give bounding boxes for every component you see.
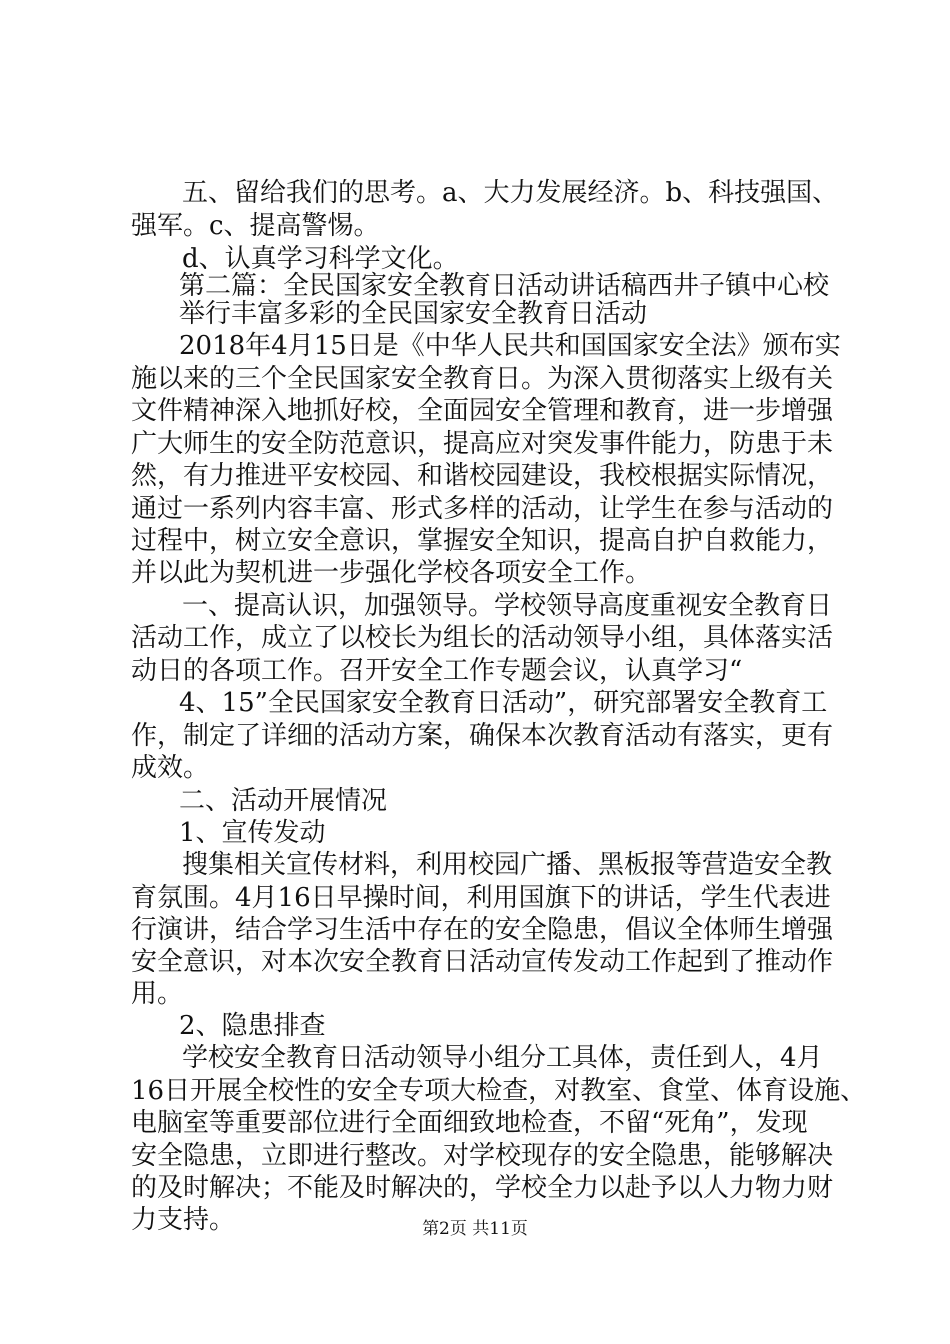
- text-line: 文件精神深入地抓好校，全面园安全管理和教育，进一步增强: [131, 396, 834, 426]
- text-line: 成效。: [131, 753, 210, 783]
- text-line: 举行丰富多彩的全民国家安全教育日活动: [179, 299, 648, 329]
- text-line: 育氛围。4月16日早操时间，利用国旗下的讲话，学生代表进: [131, 883, 831, 913]
- text-line: 动日的各项工作。召开安全工作专题会议，认真学习“: [131, 656, 743, 686]
- text-line: 学校安全教育日活动领导小组分工具体，责任到人，4月: [182, 1043, 823, 1073]
- text-line: 2018年4月15日是《中华人民共和国国家安全法》颁布实: [179, 331, 841, 361]
- text-line: 五、留给我们的思考。a、大力发展经济。b、科技强国、: [182, 178, 839, 208]
- text-line: 16日开展全校性的安全专项大检查，对教室、食堂、体育设施、: [131, 1076, 867, 1106]
- text-line: 用。: [131, 979, 184, 1009]
- text-line: 力支持。: [131, 1205, 236, 1235]
- text-line: 然，有力推进平安校园、和谐校园建设，我校根据实际情况，: [131, 461, 834, 491]
- text-line: 施以来的三个全民国家安全教育日。为深入贯彻落实上级有关: [131, 364, 834, 394]
- text-line: 广大师生的安全防范意识，提高应对突发事件能力，防患于未: [131, 429, 834, 459]
- text-line: 通过一系列内容丰富、形式多样的活动，让学生在参与活动的: [131, 494, 834, 524]
- text-line: 电脑室等重要部位进行全面细致地检查，不留“死角”，发现: [131, 1108, 808, 1138]
- text-line: 第二篇：全民国家安全教育日活动讲话稿西井子镇中心校: [179, 271, 830, 301]
- text-line: 强军。c、提高警惕。: [131, 211, 380, 241]
- text-line: 活动工作，成立了以校长为组长的活动领导小组，具体落实活: [131, 623, 834, 653]
- text-line: 1、宣传发动: [179, 818, 326, 848]
- text-line: 2、隐患排查: [179, 1011, 326, 1041]
- text-line: 的及时解决；不能及时解决的，学校全力以赴予以人力物力财: [131, 1173, 834, 1203]
- text-line: 一、提高认识，加强领导。学校领导高度重视安全教育日: [182, 591, 833, 621]
- page-number-footer: 第2页 共11页: [422, 1219, 528, 1239]
- text-line: 4、15”全民国家安全教育日活动”，研究部署安全教育工: [179, 688, 828, 718]
- text-line: 搜集相关宣传材料，利用校园广播、黑板报等营造安全教: [182, 850, 833, 880]
- text-line: d、认真学习科学文化。: [182, 244, 459, 274]
- text-line: 安全隐患，立即进行整改。对学校现存的安全隐患，能够解决: [131, 1141, 834, 1171]
- text-line: 行演讲，结合学习生活中存在的安全隐患，倡议全体师生增强: [131, 915, 834, 945]
- text-line: 并以此为契机进一步强化学校各项安全工作。: [131, 558, 652, 588]
- text-line: 作，制定了详细的活动方案，确保本次教育活动有落实，更有: [131, 721, 834, 751]
- text-line: 过程中，树立安全意识，掌握安全知识，提高自护自救能力，: [131, 526, 834, 556]
- text-line: 二、活动开展情况: [179, 786, 388, 816]
- text-line: 安全意识，对本次安全教育日活动宣传发动工作起到了推动作: [131, 947, 834, 977]
